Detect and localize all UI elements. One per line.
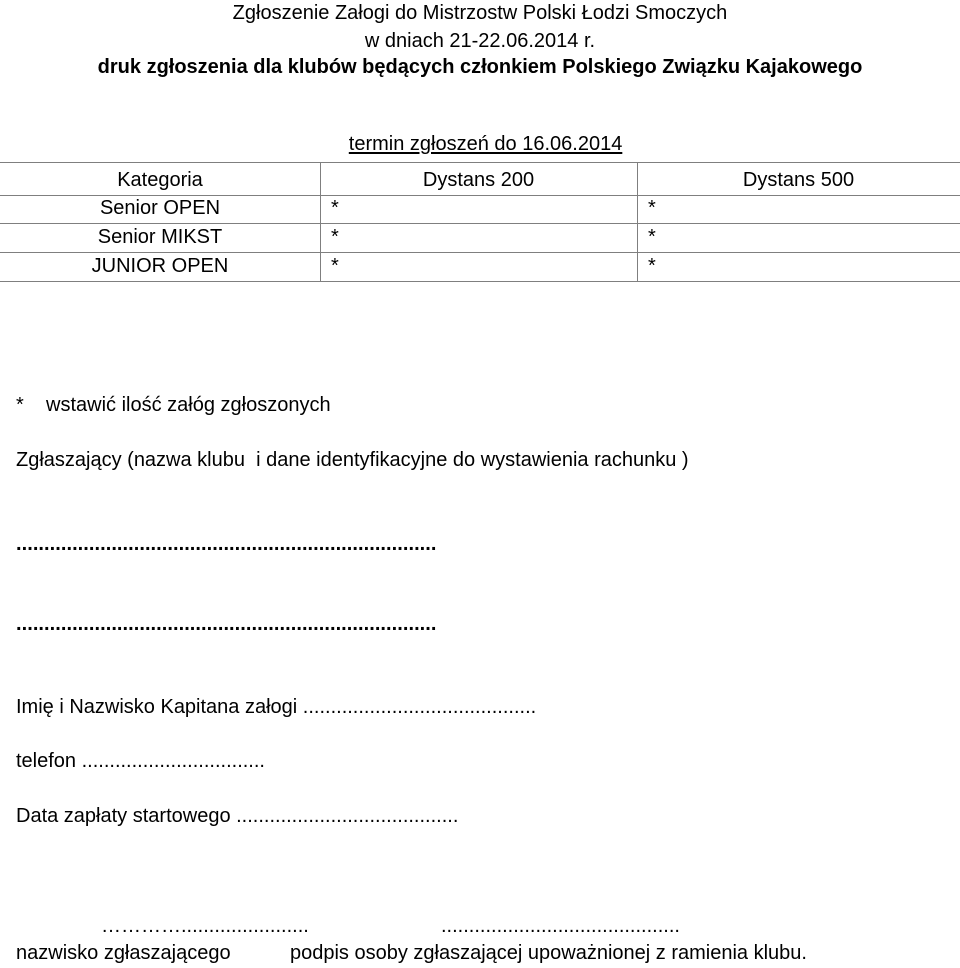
footnote-text: wstawić ilość załóg zgłoszonych — [46, 394, 331, 416]
table-cell-d500[interactable]: * — [648, 255, 656, 277]
deadline-row — [0, 114, 960, 154]
applicant-label: Zgłaszający (nazwa klubu i dane identyfikacyjne do wystawienia rachunku ) — [16, 449, 689, 471]
applicant-name-fill-line[interactable]: …………....................... — [101, 915, 309, 937]
table-cell-category: JUNIOR OPEN — [91, 255, 229, 277]
applicant-fill-line[interactable]: ........................................................................... — [16, 613, 437, 635]
captain-name-field[interactable]: Imię i Nazwisko Kapitana załogi .......................................... — [16, 696, 537, 718]
table-cell-d200[interactable]: * — [331, 226, 339, 248]
table-row-divider — [0, 223, 960, 224]
event-dates: w dniach 21-22.06.2014 r. — [364, 30, 596, 52]
footnote-marker: * — [16, 394, 24, 416]
table-cell-d500[interactable]: * — [648, 197, 656, 219]
table-row-divider — [0, 252, 960, 253]
signature-label: podpis osoby zgłaszającej upoważnionej z ramienia klubu. — [290, 942, 807, 964]
table-cell-d200[interactable]: * — [331, 197, 339, 219]
phone-field[interactable]: telefon ................................. — [16, 750, 265, 772]
document-subtitle: druk zgłoszenia dla klubów będących członkiem Polskiego Związku Kajakowego — [97, 56, 863, 78]
payment-date-field[interactable]: Data zapłaty startowego ........................................ — [16, 805, 459, 827]
table-cell-category: Senior MIKST — [97, 226, 223, 248]
table-header-kategoria: Kategoria — [117, 169, 203, 191]
table-header-dystans-500: Dystans 500 — [742, 169, 855, 191]
table-cell-d500[interactable]: * — [648, 226, 656, 248]
table-top-border — [0, 162, 960, 163]
signature-fill-line[interactable]: ........................................... — [441, 915, 680, 937]
table-bottom-border — [0, 281, 960, 282]
table-header-divider — [0, 195, 960, 196]
applicant-fill-line[interactable]: ........................................................................... — [16, 533, 437, 555]
registration-deadline: termin zgłoszeń do 16.06.2014 — [348, 133, 623, 155]
table-cell-d200[interactable]: * — [331, 255, 339, 277]
table-cell-category: Senior OPEN — [99, 197, 221, 219]
applicant-name-label: nazwisko zgłaszającego — [16, 942, 231, 964]
document-title: Zgłoszenie Załogi do Mistrzostw Polski Łodzi Smoczych — [232, 2, 728, 24]
table-header-dystans-200: Dystans 200 — [422, 169, 535, 191]
